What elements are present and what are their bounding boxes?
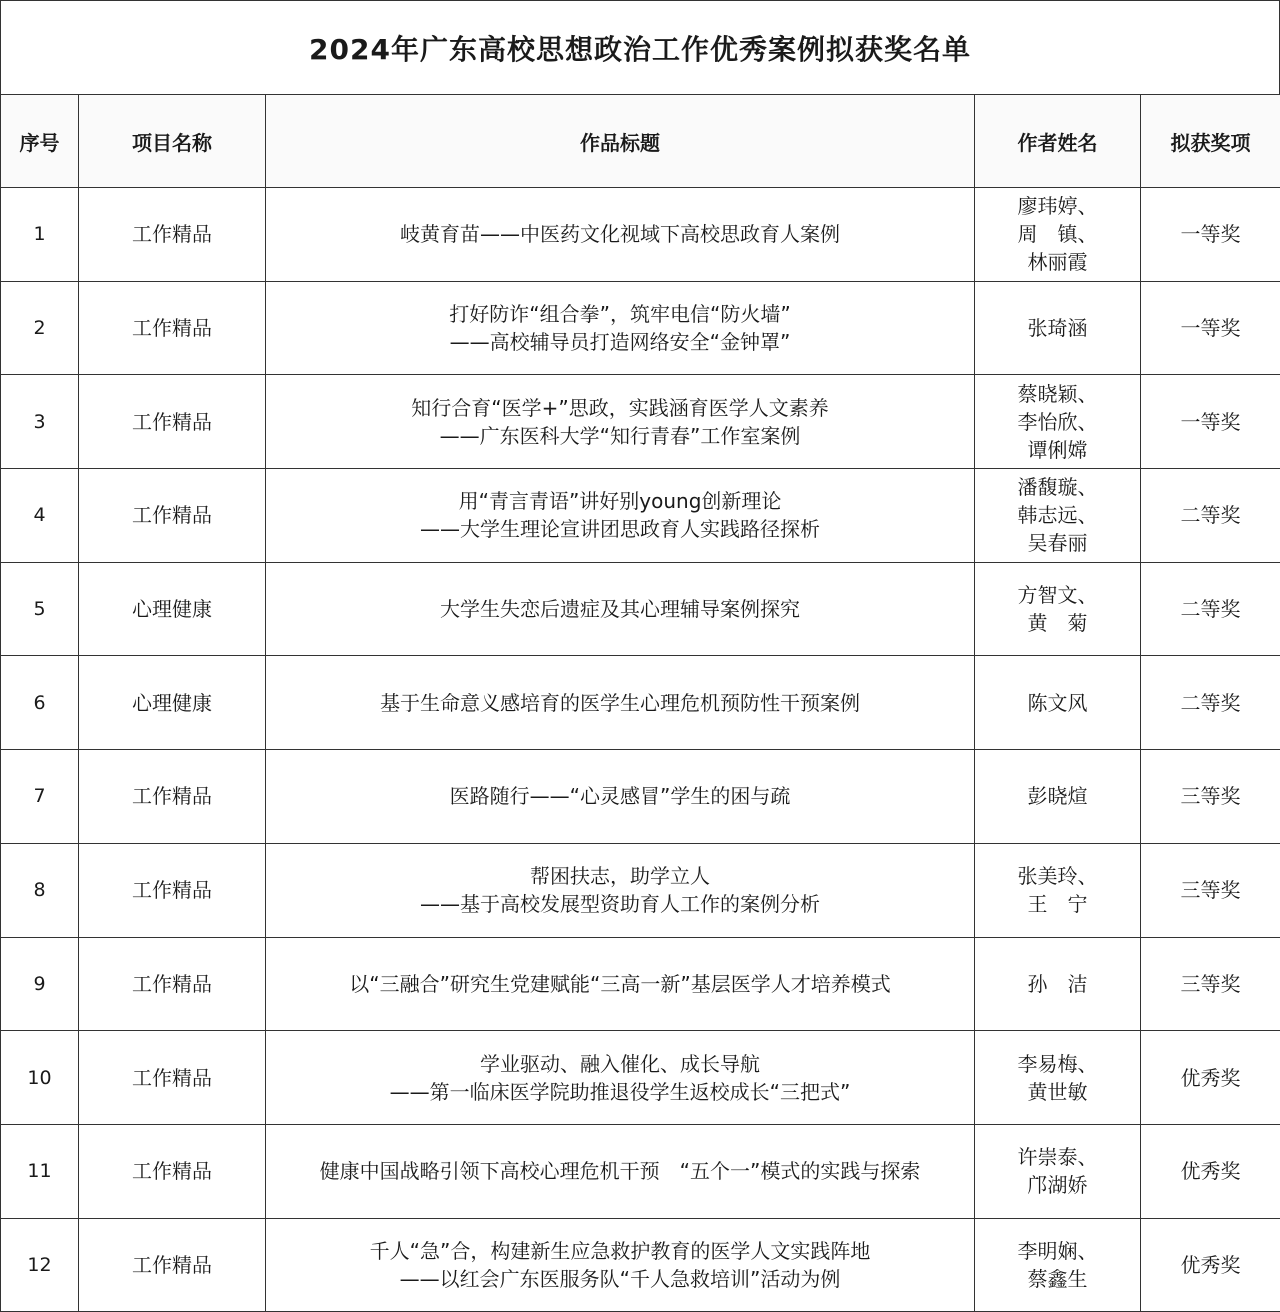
- row-authors: [975, 843, 1141, 937]
- row-authors: [975, 1124, 1141, 1218]
- work-title-line: 打好防诈“组合拳”，筑牢电信“防火墙”: [268, 300, 972, 328]
- row-authors: [975, 281, 1141, 375]
- row-authors: [975, 656, 1141, 750]
- row-category: 工作精品: [79, 469, 266, 563]
- work-title-line: 以“三融合”研究生党建赋能“三高一新”基层医学人才培养模式: [268, 970, 972, 998]
- work-title-line: ——第一临床医学院助推退役学生返校成长“三把式”: [268, 1078, 972, 1106]
- row-serial: 5: [1, 562, 79, 656]
- table-row: [1, 937, 1280, 1031]
- author-name: 韩志远、: [977, 501, 1138, 529]
- author-name: 廖玮婷、: [977, 192, 1138, 220]
- table-row: [1, 1031, 1280, 1125]
- row-serial: 2: [1, 281, 79, 375]
- author-name: 黄 菊: [977, 609, 1138, 637]
- table-row: [1, 281, 1280, 375]
- author-name: 潘馥璇、: [977, 473, 1138, 501]
- row-serial: 9: [1, 937, 79, 1031]
- author-name: 方智文、: [977, 581, 1138, 609]
- row-work-title: [266, 469, 975, 563]
- author-name: 彭晓煊: [977, 782, 1138, 810]
- row-work-title: [266, 750, 975, 844]
- header-authors: 作者姓名: [975, 95, 1141, 188]
- row-work-title: [266, 843, 975, 937]
- work-title-line: 大学生失恋后遗症及其心理辅导案例探究: [268, 595, 972, 623]
- work-title-line: ——广东医科大学“知行青春”工作室案例: [268, 422, 972, 450]
- work-title-line: ——基于高校发展型资助育人工作的案例分析: [268, 890, 972, 918]
- row-serial: 4: [1, 469, 79, 563]
- row-authors: [975, 1031, 1141, 1125]
- row-category: 工作精品: [79, 750, 266, 844]
- row-serial: 10: [1, 1031, 79, 1125]
- row-work-title: [266, 937, 975, 1031]
- header-row: [1, 95, 1280, 188]
- row-category: 工作精品: [79, 188, 266, 282]
- author-name: 谭俐嫦: [977, 436, 1138, 464]
- header-award: 拟获奖项: [1141, 95, 1280, 188]
- author-name: 林丽霞: [977, 248, 1138, 276]
- row-award: 优秀奖: [1141, 1031, 1280, 1125]
- header-work-title: 作品标题: [266, 95, 975, 188]
- work-title-line: 健康中国战略引领下高校心理危机干预 “五个一”模式的实践与探索: [268, 1157, 972, 1185]
- table-row: [1, 188, 1280, 282]
- work-title-line: 用“青言青语”讲好别young创新理论: [268, 487, 972, 515]
- work-title-line: 学业驱动、融入催化、成长导航: [268, 1050, 972, 1078]
- row-category: 工作精品: [79, 1218, 266, 1312]
- work-title-line: 基于生命意义感培育的医学生心理危机预防性干预案例: [268, 689, 972, 717]
- row-category: 工作精品: [79, 1031, 266, 1125]
- row-work-title: [266, 1124, 975, 1218]
- row-category: 心理健康: [79, 656, 266, 750]
- row-authors: [975, 375, 1141, 469]
- author-name: 孙 洁: [977, 970, 1138, 998]
- work-title-line: ——高校辅导员打造网络安全“金钟罩”: [268, 328, 972, 356]
- author-name: 许崇泰、: [977, 1143, 1138, 1171]
- row-serial: 6: [1, 656, 79, 750]
- author-name: 周 镇、: [977, 220, 1138, 248]
- row-work-title: [266, 656, 975, 750]
- work-title-line: 千人“急”合，构建新生应急救护教育的医学人文实践阵地: [268, 1237, 972, 1265]
- row-serial: 3: [1, 375, 79, 469]
- row-serial: 8: [1, 843, 79, 937]
- work-title-line: 知行合育“医学+”思政，实践涵育医学人文素养: [268, 394, 972, 422]
- row-award: 三等奖: [1141, 937, 1280, 1031]
- author-name: 王 宁: [977, 890, 1138, 918]
- author-name: 黄世敏: [977, 1078, 1138, 1106]
- header-serial: 序号: [1, 95, 79, 188]
- author-name: 吴春丽: [977, 529, 1138, 557]
- author-name: 陈文风: [977, 689, 1138, 717]
- header-category: 项目名称: [79, 95, 266, 188]
- row-authors: [975, 937, 1141, 1031]
- row-serial: 1: [1, 188, 79, 282]
- award-table: [0, 94, 1280, 1312]
- table-row: [1, 375, 1280, 469]
- table-row: [1, 1124, 1280, 1218]
- row-award: 三等奖: [1141, 843, 1280, 937]
- table-row: [1, 656, 1280, 750]
- row-category: 工作精品: [79, 1124, 266, 1218]
- table-row: [1, 469, 1280, 563]
- row-category: 工作精品: [79, 375, 266, 469]
- work-title-line: 帮困扶志，助学立人: [268, 862, 972, 890]
- row-serial: 7: [1, 750, 79, 844]
- row-category: 工作精品: [79, 281, 266, 375]
- row-award: 优秀奖: [1141, 1218, 1280, 1312]
- row-serial: 11: [1, 1124, 79, 1218]
- row-authors: [975, 1218, 1141, 1312]
- row-work-title: [266, 562, 975, 656]
- work-title-line: ——大学生理论宣讲团思政育人实践路径探析: [268, 515, 972, 543]
- table-row: [1, 843, 1280, 937]
- row-work-title: [266, 1031, 975, 1125]
- work-title-line: ——以红会广东医服务队“千人急救培训”活动为例: [268, 1265, 972, 1293]
- row-authors: [975, 750, 1141, 844]
- author-name: 李易梅、: [977, 1050, 1138, 1078]
- row-award: 二等奖: [1141, 562, 1280, 656]
- row-work-title: [266, 375, 975, 469]
- work-title-line: 岐黄育苗——中医药文化视域下高校思政育人案例: [268, 220, 972, 248]
- document-title: 2024年广东高校思想政治工作优秀案例拟获奖名单: [0, 0, 1280, 94]
- row-award: 二等奖: [1141, 656, 1280, 750]
- row-serial: 12: [1, 1218, 79, 1312]
- author-name: 李明娴、: [977, 1237, 1138, 1265]
- row-award: 一等奖: [1141, 375, 1280, 469]
- row-authors: [975, 562, 1141, 656]
- table-body: [1, 188, 1280, 1312]
- row-award: 一等奖: [1141, 188, 1280, 282]
- row-award: 优秀奖: [1141, 1124, 1280, 1218]
- row-award: 一等奖: [1141, 281, 1280, 375]
- row-work-title: [266, 281, 975, 375]
- author-name: 张美玲、: [977, 862, 1138, 890]
- row-category: 心理健康: [79, 562, 266, 656]
- row-category: 工作精品: [79, 843, 266, 937]
- row-category: 工作精品: [79, 937, 266, 1031]
- row-authors: [975, 188, 1141, 282]
- row-award: 三等奖: [1141, 750, 1280, 844]
- author-name: 邝湖娇: [977, 1171, 1138, 1199]
- row-work-title: [266, 188, 975, 282]
- author-name: 张琦涵: [977, 314, 1138, 342]
- table-row: [1, 562, 1280, 656]
- author-name: 蔡晓颖、: [977, 380, 1138, 408]
- table-row: [1, 750, 1280, 844]
- row-award: 二等奖: [1141, 469, 1280, 563]
- row-authors: [975, 469, 1141, 563]
- row-work-title: [266, 1218, 975, 1312]
- table-row: [1, 1218, 1280, 1312]
- author-name: 李怡欣、: [977, 408, 1138, 436]
- author-name: 蔡鑫生: [977, 1265, 1138, 1293]
- work-title-line: 医路随行——“心灵感冒”学生的困与疏: [268, 782, 972, 810]
